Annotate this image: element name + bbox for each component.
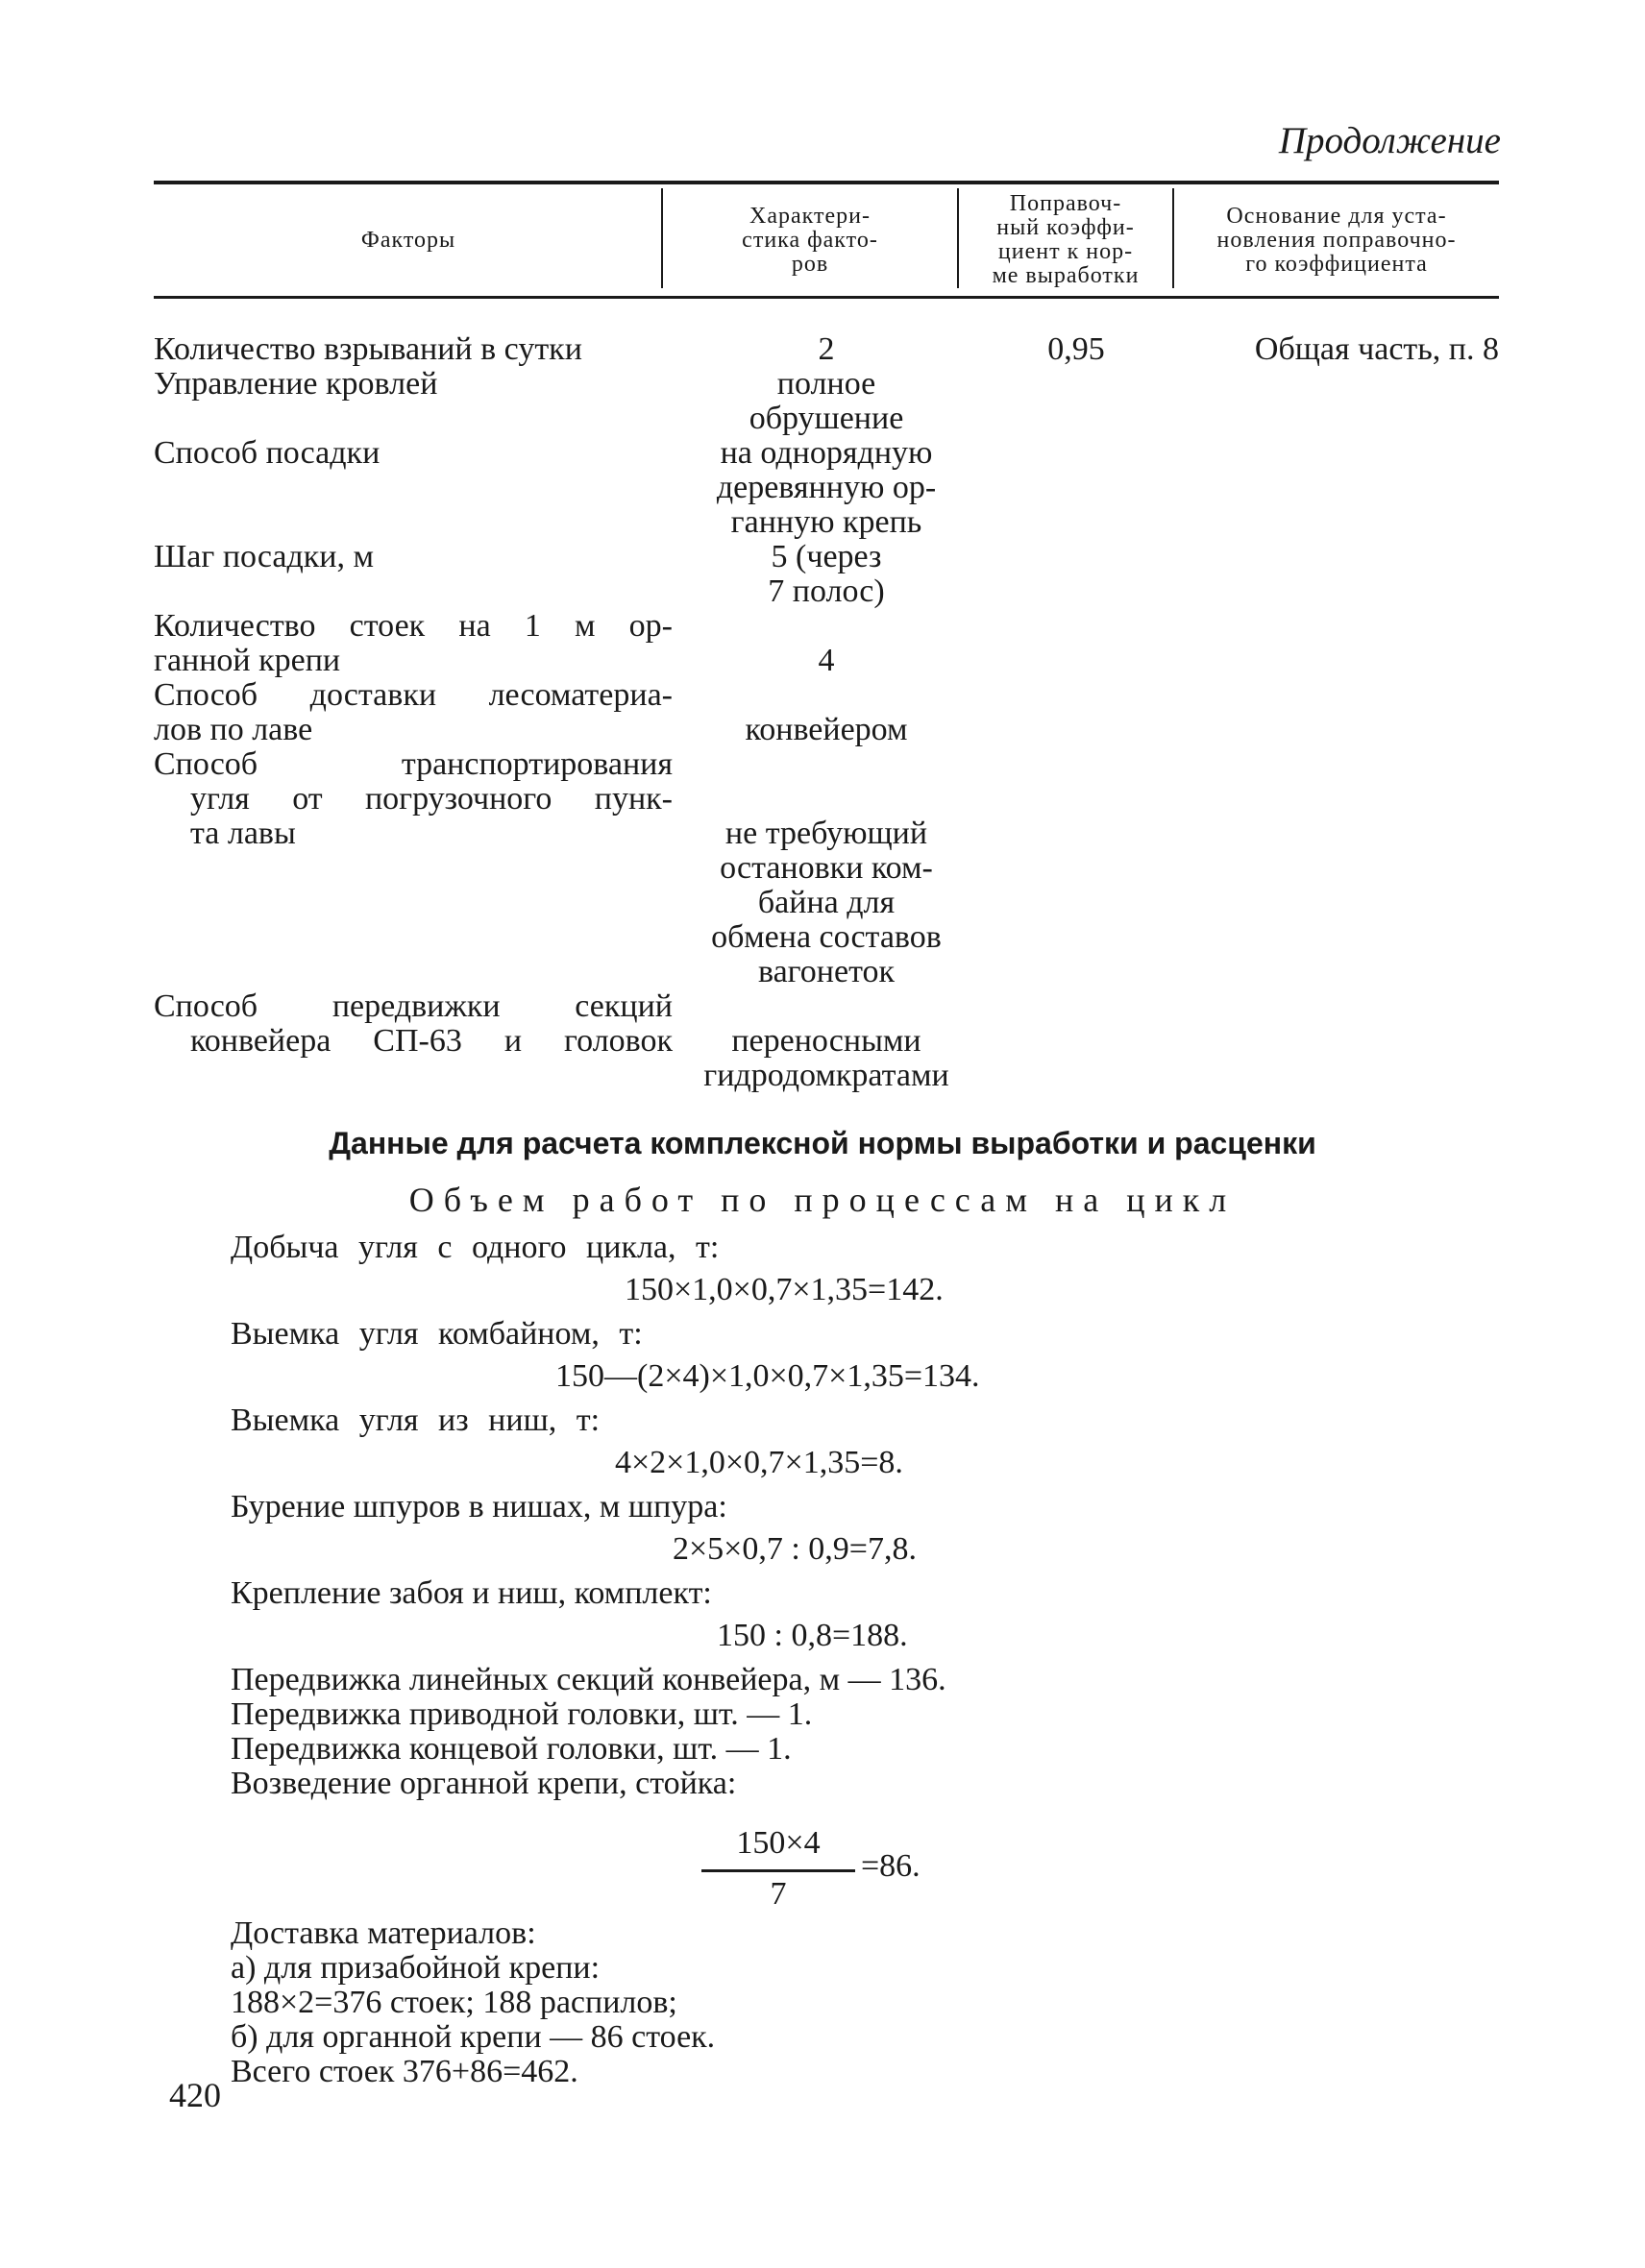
calc-formula: 150×1,0×0,7×1,35=142. bbox=[625, 1272, 944, 1307]
header-characteristic: Характери- стика факто- ров bbox=[742, 203, 878, 277]
table-row: Способ доставки лесоматериа- лов по лаве bbox=[154, 677, 673, 747]
fraction-bar bbox=[701, 1869, 855, 1872]
table-row: Способ передвижки секций конвейера СП-63 и головок bbox=[154, 988, 673, 1059]
row-value: 4 bbox=[818, 643, 835, 678]
table-row: Способ транспортирования угля от погрузочного пунк- та лавы bbox=[154, 746, 673, 851]
fraction bbox=[701, 1825, 855, 1913]
delivery-line: Всего стоек 376+86=462. bbox=[231, 2054, 578, 2089]
section-title: Данные для расчета комплексной нормы выработки и расценки bbox=[329, 1126, 1316, 1160]
header-correction-coef: Поправоч- ный коэффи- циент к нор- ме выработки bbox=[992, 191, 1140, 288]
calc-label: Бурение шпуров в нишах, м шпура: bbox=[231, 1489, 727, 1524]
fraction-numerator: 150×4 bbox=[736, 1825, 821, 1861]
table-row: Шаг посадки, м bbox=[154, 539, 375, 574]
continuation-label: Продолжение bbox=[1278, 120, 1501, 161]
row-value: переносными гидродомкратами bbox=[703, 1023, 949, 1093]
delivery-line: 188×2=376 стоек; 188 распилов; bbox=[231, 1985, 677, 2020]
calc-formula: 4×2×1,0×0,7×1,35=8. bbox=[615, 1445, 903, 1480]
calc-line: Возведение органной крепи, стойка: bbox=[231, 1766, 737, 1801]
calc-formula: 2×5×0,7 : 0,9=7,8. bbox=[673, 1531, 917, 1567]
table-row: Количество стоек на 1 м ор- ганной крепи bbox=[154, 608, 673, 678]
fraction-denominator: 7 bbox=[770, 1876, 787, 1912]
table-row: Количество взрываний в сутки bbox=[154, 331, 582, 367]
row-value: на однорядную деревянную ор- ганную крепь bbox=[716, 435, 937, 540]
row-value: 2 bbox=[818, 331, 835, 367]
calc-line: Передвижка концевой головки, шт. — 1. bbox=[231, 1731, 792, 1767]
calc-label: Крепление забоя и ниш, комплект: bbox=[231, 1575, 712, 1611]
calc-line: Передвижка линейных секций конвейера, м — 136. bbox=[231, 1662, 946, 1697]
section-subtitle: Объем работ по процессам на цикл bbox=[408, 1181, 1237, 1219]
delivery-line: Доставка материалов: bbox=[231, 1915, 536, 1951]
delivery-line: а) для призабойной крепи: bbox=[231, 1950, 601, 1986]
table-row: Способ посадки bbox=[154, 435, 381, 471]
table-row: Управление кровлей bbox=[154, 366, 438, 402]
row-basis: Общая часть, п. 8 bbox=[1254, 331, 1499, 367]
row-value: не требующий остановки ком- байна для обмена составов вагонеток bbox=[711, 816, 942, 989]
table-header-rule bbox=[154, 296, 1499, 299]
row-value: 5 (через 7 полос) bbox=[768, 539, 885, 609]
calc-label: Выемка угля комбайном, т: bbox=[231, 1316, 643, 1352]
row-value: полное обрушение bbox=[749, 366, 904, 436]
calc-label: Выемка угля из ниш, т: bbox=[231, 1402, 601, 1438]
fraction-result: =86. bbox=[861, 1848, 921, 1884]
calc-line: Передвижка приводной головки, шт. — 1. bbox=[231, 1696, 813, 1732]
row-value: конвейером bbox=[745, 712, 908, 747]
calc-label: Добыча угля с одного цикла, т: bbox=[231, 1230, 720, 1265]
calc-formula: 150—(2×4)×1,0×0,7×1,35=134. bbox=[555, 1358, 980, 1394]
header-basis: Основание для уста- новления поправочно- го коэффициента bbox=[1216, 203, 1457, 277]
header-factors: Факторы bbox=[360, 227, 456, 253]
calc-formula: 150 : 0,8=188. bbox=[717, 1618, 908, 1653]
delivery-line: б) для органной крепи — 86 стоек. bbox=[231, 2019, 716, 2055]
page-number: 420 bbox=[169, 2076, 221, 2114]
row-coefficient: 0,95 bbox=[1047, 331, 1105, 367]
